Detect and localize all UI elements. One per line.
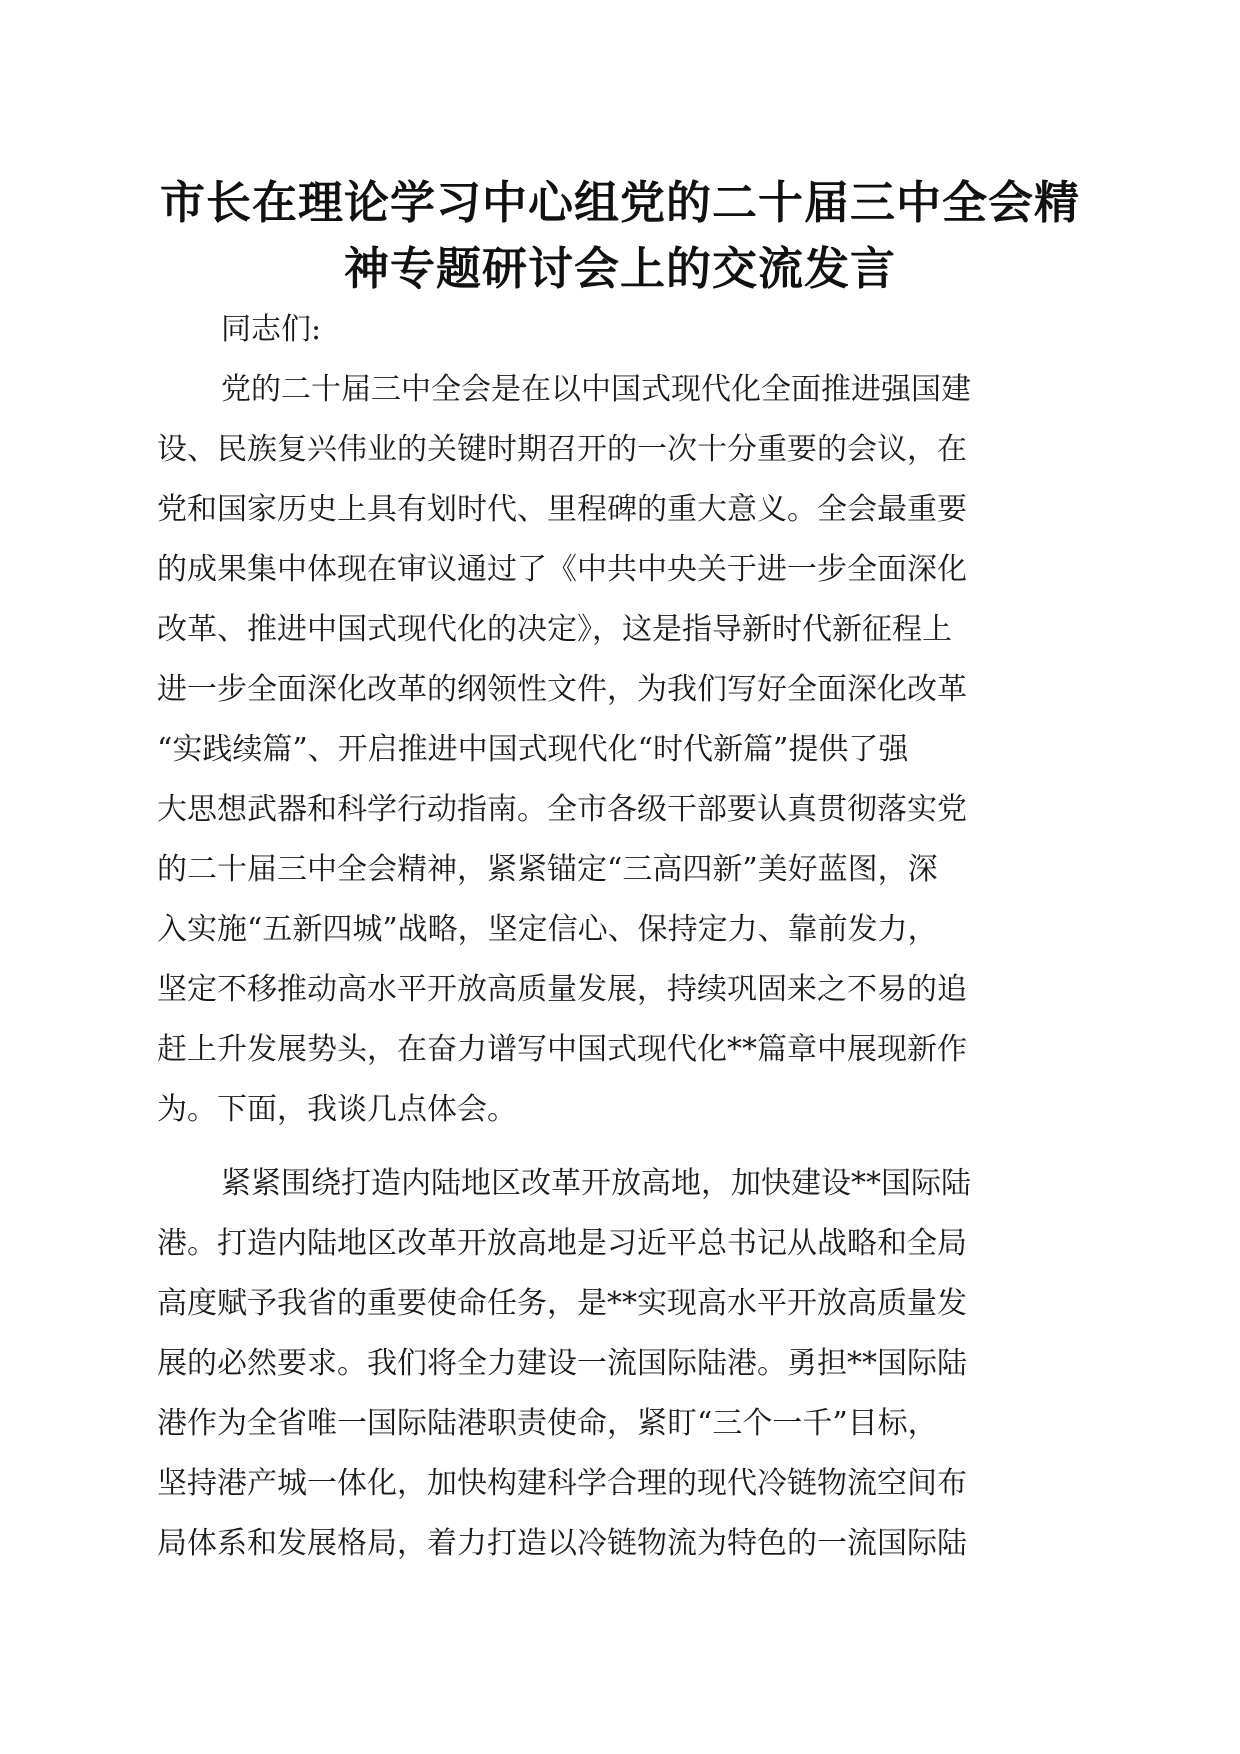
paragraph-line: 党和国家历史上具有划时代、里程碑的重大意义。全会最重要 [157, 492, 967, 527]
paragraph-line: 的二十届三中全会精神，紧紧锚定“三高四新”美好蓝图，深 [157, 852, 938, 887]
paragraph-spacer [157, 1140, 1060, 1154]
paragraph-line: 设、民族复兴伟业的关键时期召开的一次十分重要的会议，在 [157, 432, 967, 467]
paragraph-line: 为。下面，我谈几点体会。 [157, 1092, 517, 1127]
paragraph-line: 坚定不移推动高水平开放高质量发展，持续巩固来之不易的追 [157, 972, 967, 1007]
paragraph-line: 紧紧围绕打造内陆地区改革开放高地，加快建设**国际陆 [221, 1166, 971, 1201]
paragraph-line: 展的必然要求。我们将全力建设一流国际陆港。勇担**国际陆 [157, 1346, 967, 1381]
paragraph-line: 高度赋予我省的重要使命任务，是**实现高水平开放高质量发 [157, 1286, 967, 1321]
paragraph-line: 港作为全省唯一国际陆港职责使命，紧盯“三个一千”目标， [157, 1406, 938, 1441]
paragraph-line: 入实施“五新四城”战略，坚定信心、保持定力、靠前发力， [157, 912, 938, 947]
title-line: 神专题研讨会上的交流发言 [343, 242, 896, 295]
paragraph-1 [157, 360, 1060, 1140]
paragraph-line: 大思想武器和科学行动指南。全市各级干部要认真贯彻落实党 [157, 792, 967, 827]
paragraph-line: 坚持港产城一体化，加快构建科学合理的现代冷链物流空间布 [157, 1466, 967, 1501]
document-title [150, 170, 1090, 302]
paragraph-2 [157, 1154, 1060, 1574]
title-line: 市长在理论学习中心组党的二十届三中全会精 [159, 176, 1080, 229]
paragraph-line: “实践续篇”、开启推进中国式现代化“时代新篇”提供了强 [157, 732, 909, 767]
salutation: 同志们: [221, 312, 322, 347]
paragraph-line: 进一步全面深化改革的纲领性文件，为我们写好全面深化改革 [157, 672, 967, 707]
paragraph-line: 的成果集中体现在审议通过了《中共中央关于进一步全面深化 [157, 552, 967, 587]
document-body [157, 300, 1060, 1574]
paragraph-line: 赶上升发展势头，在奋力谱写中国式现代化**篇章中展现新作 [157, 1032, 967, 1067]
paragraph-line: 党的二十届三中全会是在以中国式现代化全面推进强国建 [221, 372, 971, 407]
paragraph-line: 改革、推进中国式现代化的决定》，这是指导新时代新征程上 [157, 612, 952, 647]
paragraph-line: 港。打造内陆地区改革开放高地是习近平总书记从战略和全局 [157, 1226, 967, 1261]
paragraph-line: 局体系和发展格局，着力打造以冷链物流为特色的一流国际陆 [157, 1526, 967, 1561]
